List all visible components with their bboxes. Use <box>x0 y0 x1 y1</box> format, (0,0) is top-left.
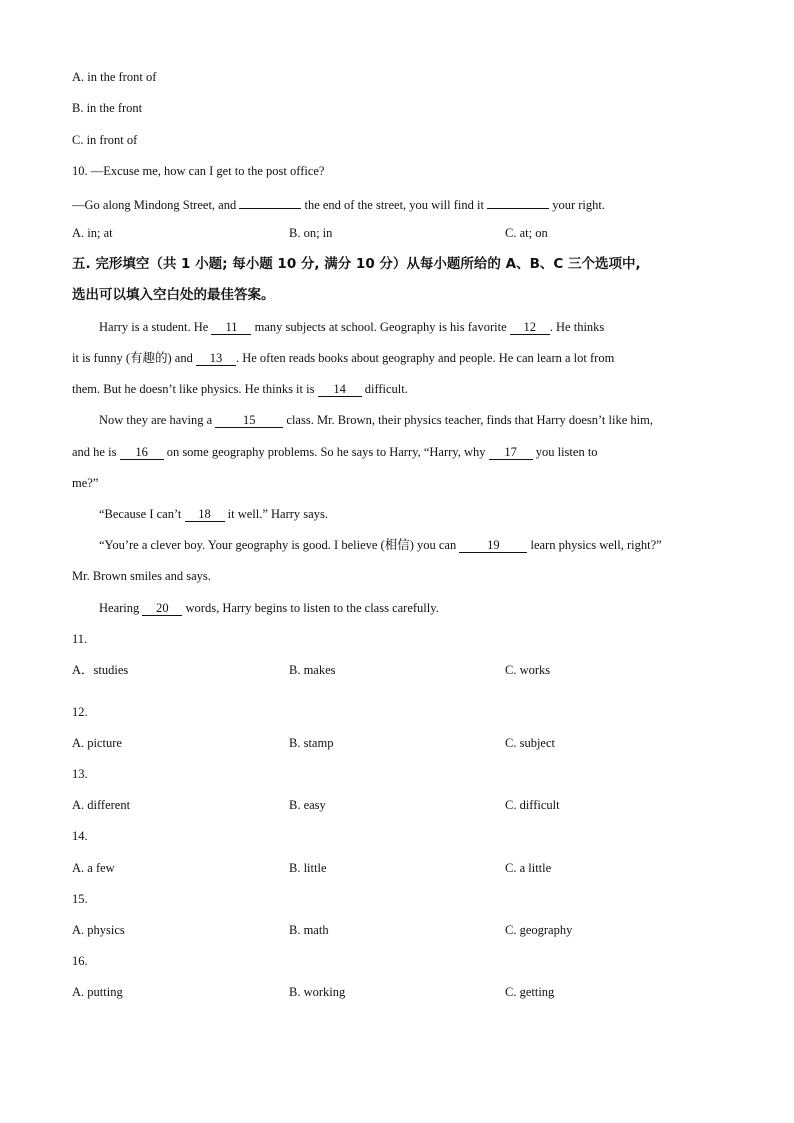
passage-line-7 <box>99 506 328 522</box>
passage-text: “Because I can’t <box>99 507 182 521</box>
question-number: 12. <box>72 705 88 719</box>
passage-text: difficult. <box>364 382 408 396</box>
blank-13: 13 <box>196 351 236 366</box>
q14-option-c: C. a little <box>505 861 552 875</box>
passage-text: many subjects at school. Geography is his favorite <box>254 320 507 334</box>
q10-text-a: —Go along Mindong Street, and <box>72 198 237 212</box>
passage-line-5 <box>72 444 598 460</box>
passage-text: “You’re a clever boy. Your geography is good. I believe (相信) you can <box>99 538 457 552</box>
passage-text: you listen to <box>535 445 598 459</box>
q10-blank-2 <box>487 194 549 209</box>
passage-text: . He often reads books about geography and people. He can learn a lot from <box>235 351 615 365</box>
q12-option-c: C. subject <box>505 736 555 750</box>
passage-text: on some geography problems. So he says to Harry, “Harry, why <box>166 445 486 459</box>
q10-stem: 10. —Excuse me, how can I get to the post office? <box>72 164 325 178</box>
q12-option-b: B. stamp <box>289 736 334 750</box>
passage-line-2 <box>72 350 614 366</box>
passage-line-6: me?” <box>72 476 99 490</box>
q15-option-c: C. geography <box>505 923 573 937</box>
question-number: 16. <box>72 954 88 968</box>
q10-option-b: B. on; in <box>289 226 333 240</box>
passage-text: Harry is a student. He <box>99 320 209 334</box>
passage-text: words, Harry begins to listen to the class carefully. <box>185 601 439 615</box>
q13-option-c: C. difficult <box>505 798 560 812</box>
q9-option-b: B. in the front <box>72 101 143 115</box>
passage-line-3 <box>72 381 408 397</box>
blank-11: 11 <box>211 320 251 335</box>
section-heading-line2: 选出可以填入空白处的最佳答案。 <box>72 287 275 303</box>
blank-17: 17 <box>489 445 533 460</box>
passage-line-4 <box>99 412 653 428</box>
question-number: 11. <box>72 632 88 646</box>
q9-option-c: C. in front of <box>72 133 138 147</box>
section-heading-line1: 五. 完形填空（共 1 小题; 每小题 10 分, 满分 10 分）从每小题所给的 A、B、C 三个选项中, <box>72 256 641 272</box>
q10-text-c: your right. <box>552 198 605 212</box>
blank-15: 15 <box>215 413 283 428</box>
question-number: 14. <box>72 829 88 843</box>
q15-option-a: A. physics <box>72 923 125 937</box>
q14-option-a: A. a few <box>72 861 115 875</box>
q11-option-b: B. makes <box>289 663 336 677</box>
question-number: 13. <box>72 767 88 781</box>
blank-18: 18 <box>185 507 225 522</box>
blank-12: 12 <box>510 320 550 335</box>
q16-option-c: C. getting <box>505 985 555 999</box>
passage-line-8 <box>99 537 662 553</box>
passage-text: them. But he doesn’t like physics. He thinks it is <box>72 382 315 396</box>
q16-option-a: A. putting <box>72 985 123 999</box>
q11-option-a: A．studies <box>72 663 129 677</box>
q13-option-b: B. easy <box>289 798 326 812</box>
q10-option-a: A. in; at <box>72 226 113 240</box>
q14-option-b: B. little <box>289 861 327 875</box>
blank-20: 20 <box>142 601 182 616</box>
q12-option-a: A. picture <box>72 736 122 750</box>
passage-text: Now they are having a <box>99 413 213 427</box>
passage-text: Hearing <box>99 601 140 615</box>
blank-16: 16 <box>120 445 164 460</box>
passage-text: . He thinks <box>549 320 605 334</box>
q10-option-c: C. at; on <box>505 226 548 240</box>
passage-text: it is funny (有趣的) and <box>72 351 193 365</box>
q15-option-b: B. math <box>289 923 329 937</box>
q9-option-a: A. in the front of <box>72 70 157 84</box>
question-number: 15. <box>72 892 88 906</box>
blank-14: 14 <box>318 382 362 397</box>
q10-text-b: the end of the street, you will find it <box>304 198 484 212</box>
passage-line-9: Mr. Brown smiles and says. <box>72 569 211 583</box>
q11-option-c: C. works <box>505 663 551 677</box>
passage-line-10 <box>99 600 439 616</box>
q10-dialogue <box>72 194 605 213</box>
q13-option-a: A. different <box>72 798 131 812</box>
passage-text: learn physics well, right?” <box>530 538 662 552</box>
passage-text: it well.” Harry says. <box>227 507 328 521</box>
passage-text: class. Mr. Brown, their physics teacher, finds that Harry doesn’t like him, <box>286 413 653 427</box>
passage-text: and he is <box>72 445 117 459</box>
blank-19: 19 <box>459 538 527 553</box>
passage-line-1 <box>99 319 604 335</box>
q10-blank-1 <box>239 194 301 209</box>
q16-option-b: B. working <box>289 985 346 999</box>
